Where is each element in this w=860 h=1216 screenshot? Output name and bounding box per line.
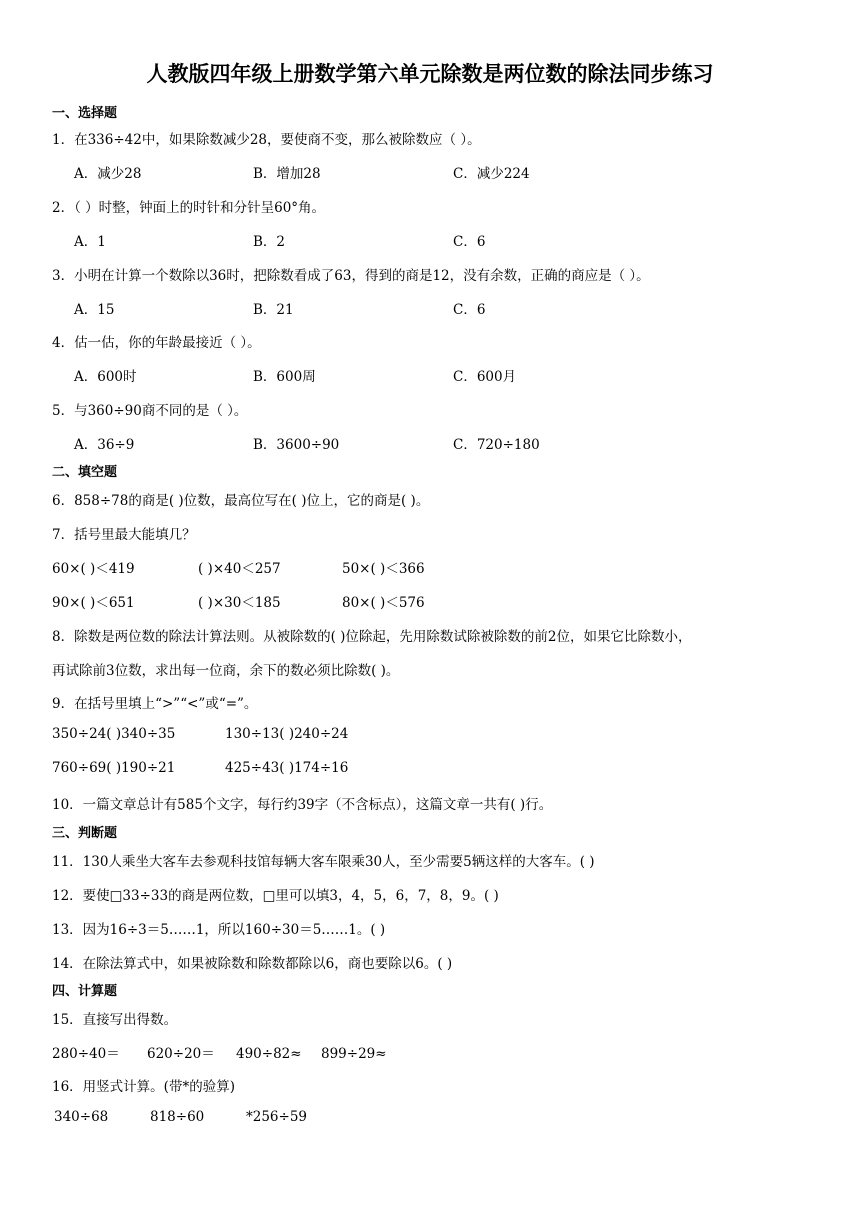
q7-row-1: [52, 557, 425, 577]
q7-row-2: [52, 591, 425, 611]
q15-item: 490÷82≈: [236, 1046, 302, 1062]
q5-option-a: A．36÷9: [74, 437, 135, 453]
question-8-line-1: 8．除数是两位数的除法计算法则。从被除数的( )位除起，先用除数试除被除数的前2位，如果它比除数小，: [52, 629, 692, 645]
question-4: 4．估一估，你的年龄最接近（ ）。: [52, 335, 261, 351]
page-title: 人教版四年级上册数学第六单元除数是两位数的除法同步练习: [146, 62, 714, 86]
q2-option-a: A．1: [74, 234, 106, 250]
q15-item: 280÷40＝: [52, 1046, 120, 1062]
question-6: 6．858÷78的商是( )位数，最高位写在( )位上，它的商是( )。: [52, 493, 430, 509]
q3-option-b: B．21: [253, 302, 294, 318]
q9-item: 130÷13( )240÷24: [225, 726, 349, 742]
q3-option-c: C．6: [453, 302, 486, 318]
q5-option-c: C．720÷180: [453, 437, 540, 453]
q16-item: 340÷68: [54, 1109, 109, 1125]
q9-item: 760÷69( )190÷21: [52, 760, 176, 776]
question-15: 15．直接写出得数。: [52, 1012, 178, 1028]
question-1: 1．在336÷42中，如果除数减少28，要使商不变，那么被除数应（ ）。: [52, 132, 481, 148]
q7-item: ( )×30＜185: [198, 595, 281, 611]
question-10: 10．一篇文章总计有585个文字，每行约39字（不含标点），这篇文章一共有( )行。: [52, 797, 553, 813]
q4-option-b: B．600周: [253, 369, 316, 385]
question-11: 11．130人乘坐大客车去参观科技馆每辆大客车限乘30人，至少需要5辆这样的大客车。( ): [52, 854, 595, 870]
q15-item: 620÷20＝: [147, 1046, 215, 1062]
question-8-line-2: 再试除前3位数，求出每一位商，余下的数必须比除数( )。: [52, 663, 400, 679]
q15-row: [52, 1042, 387, 1062]
question-7: 7．括号里最大能填几？: [52, 527, 196, 543]
q1-option-b: B．增加28: [253, 166, 321, 182]
section-heading-choice: 一、选择题: [52, 106, 118, 121]
q5-option-b: B．3600÷90: [253, 437, 340, 453]
q16-item: *256÷59: [246, 1109, 308, 1125]
question-9: 9．在括号里填上“>”“<”或“=”。: [52, 696, 258, 712]
question-3: 3．小明在计算一个数除以36时，把除数看成了63，得到的商是12，没有余数，正确的商应是（ ）。: [52, 268, 650, 284]
question-2: 2．（ ）时整，钟面上的时针和分针呈60°角。: [52, 200, 326, 216]
q7-item: 50×( )＜366: [342, 561, 425, 577]
question-14: 14．在除法算式中，如果被除数和除数都除以6，商也要除以6。( ): [52, 956, 453, 972]
q7-item: 80×( )＜576: [342, 595, 425, 611]
q9-row-1: [52, 726, 348, 742]
q9-row-2: [52, 760, 348, 776]
section-heading-calculation: 四、计算题: [52, 984, 118, 999]
q15-item: 899÷29≈: [321, 1046, 387, 1062]
question-13: 13．因为16÷3＝5……1，所以160÷30＝5……1。( ): [52, 922, 386, 938]
question-12: 12．要使□33÷33的商是两位数，□里可以填3，4，5，6，7，8，9。( ): [52, 888, 499, 904]
q2-option-b: B．2: [253, 234, 286, 250]
q9-item: 350÷24( )340÷35: [52, 726, 176, 742]
question-16: 16．用竖式计算。(带*的验算): [52, 1079, 235, 1095]
q16-item: 818÷60: [150, 1109, 205, 1125]
q1-option-a: A．减少28: [74, 166, 142, 182]
q9-item: 425÷43( )174÷16: [225, 760, 349, 776]
section-heading-true-false: 三、判断题: [52, 826, 118, 841]
section-heading-fill-blank: 二、填空题: [52, 465, 118, 480]
q16-row: [54, 1109, 307, 1125]
q4-option-a: A．600时: [74, 369, 137, 385]
q2-option-c: C．6: [453, 234, 486, 250]
q4-option-c: C．600月: [453, 369, 517, 385]
q3-option-a: A．15: [74, 302, 115, 318]
q7-item: 60×( )＜419: [52, 561, 135, 577]
q1-option-c: C．减少224: [453, 166, 530, 182]
q7-item: ( )×40＜257: [198, 561, 281, 577]
question-5: 5．与360÷90商不同的是（ ）。: [52, 403, 248, 419]
q7-item: 90×( )＜651: [52, 595, 135, 611]
